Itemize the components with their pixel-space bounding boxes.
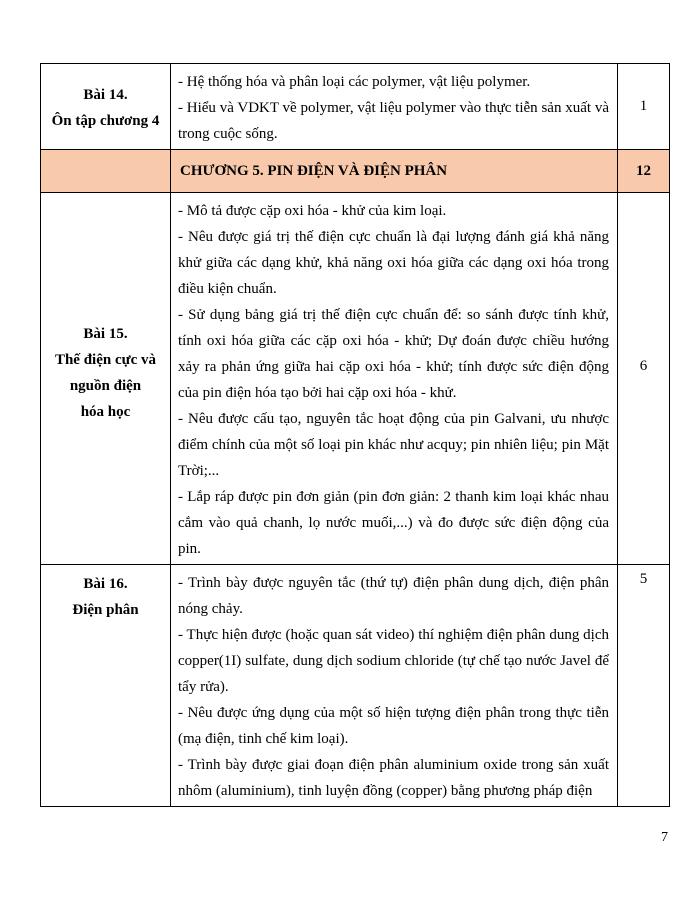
lesson-name: Ôn tập chương 4 (51, 113, 160, 129)
lesson-title: Bài 15. (83, 326, 128, 342)
hours-value: 5 (639, 571, 648, 587)
content-cell (171, 565, 618, 807)
content-bullet: - Nêu được cấu tạo, nguyên tắc hoạt động của pin Galvani, ưu nhược điểm chính của một số loại pin khác như acquy; pin nhiên liệu; pin Mặt Trời;... (178, 411, 609, 479)
hours-cell (618, 64, 670, 150)
syllabus-table (40, 63, 670, 807)
lesson-name-line: nguồn điện (69, 378, 142, 394)
content-bullet: - Hệ thống hóa và phân loại các polymer, vật liệu polymer. (178, 74, 531, 90)
hours-value: 1 (639, 98, 648, 114)
table-row (41, 565, 670, 807)
content-bullet: - Lắp ráp được pin đơn giản (pin đơn giản: 2 thanh kim loại khác nhau cắm vào quả chanh, lọ nước muối,...) và đo được sức điện động của pin. (178, 489, 609, 557)
page-number: 7 (661, 830, 668, 845)
content-bullet: - Sử dụng bảng giá trị thế điện cực chuẩn để: so sánh được tính khử, tính oxi hóa giữa các cặp oxi hóa - khử; Dự đoán được chiều hướng xảy ra phản ứng giữa hai cặp oxi hóa - khử; tính được sức điện động của pin điện hóa tạo bởi hai cặp oxi hóa - khử. (178, 307, 609, 401)
chapter-empty-cell (41, 150, 171, 193)
content-cell (171, 64, 618, 150)
content-bullet: - Thực hiện được (hoặc quan sát video) thí nghiệm điện phân dung dịch copper(1I) sulfate, dung dịch sodium chloride (tự chế tạo nước Javel để tẩy rửa). (178, 627, 609, 695)
lesson-cell (41, 193, 171, 565)
table-row (41, 64, 670, 150)
lesson-name-line: hóa học (80, 404, 131, 420)
content-bullet: - Hiểu và VDKT về polymer, vật liệu polymer vào thực tiễn sản xuất và trong cuộc sống. (178, 100, 609, 142)
content-bullet: - Nêu được giá trị thế điện cực chuẩn là đại lượng đánh giá khả năng khử giữa các dạng khử, khả năng oxi hóa giữa các dạng oxi hóa trong điều kiện chuẩn. (178, 229, 609, 297)
hours-value: 6 (639, 358, 648, 374)
chapter-hours: 12 (618, 150, 670, 193)
chapter-row (41, 150, 670, 193)
content-bullet: - Nêu được ứng dụng của một số hiện tượng điện phân trong thực tiễn (mạ điện, tinh chế kim loại). (178, 705, 609, 747)
content-bullet: - Trình bày được giai đoạn điện phân aluminium oxide trong sản xuất nhôm (aluminium), tinh luyện đồng (copper) bằng phương pháp điện (178, 757, 609, 799)
hours-cell (618, 565, 670, 807)
lesson-title: Bài 16. (83, 576, 128, 592)
table-row (41, 193, 670, 565)
lesson-cell (41, 565, 171, 807)
content-bullet: - Trình bày được nguyên tắc (thứ tự) điện phân dung dịch, điện phân nóng chảy. (178, 575, 609, 617)
lesson-title: Bài 14. (83, 87, 128, 103)
hours-cell (618, 193, 670, 565)
lesson-name-line: Điện phân (72, 602, 139, 618)
lesson-cell (41, 64, 171, 150)
content-bullet: - Mô tả được cặp oxi hóa - khử của kim loại. (178, 203, 447, 219)
chapter-title: CHƯƠNG 5. PIN ĐIỆN VÀ ĐIỆN PHÂN (171, 150, 618, 193)
content-cell (171, 193, 618, 565)
lesson-name-line: Thế điện cực và (54, 352, 157, 368)
